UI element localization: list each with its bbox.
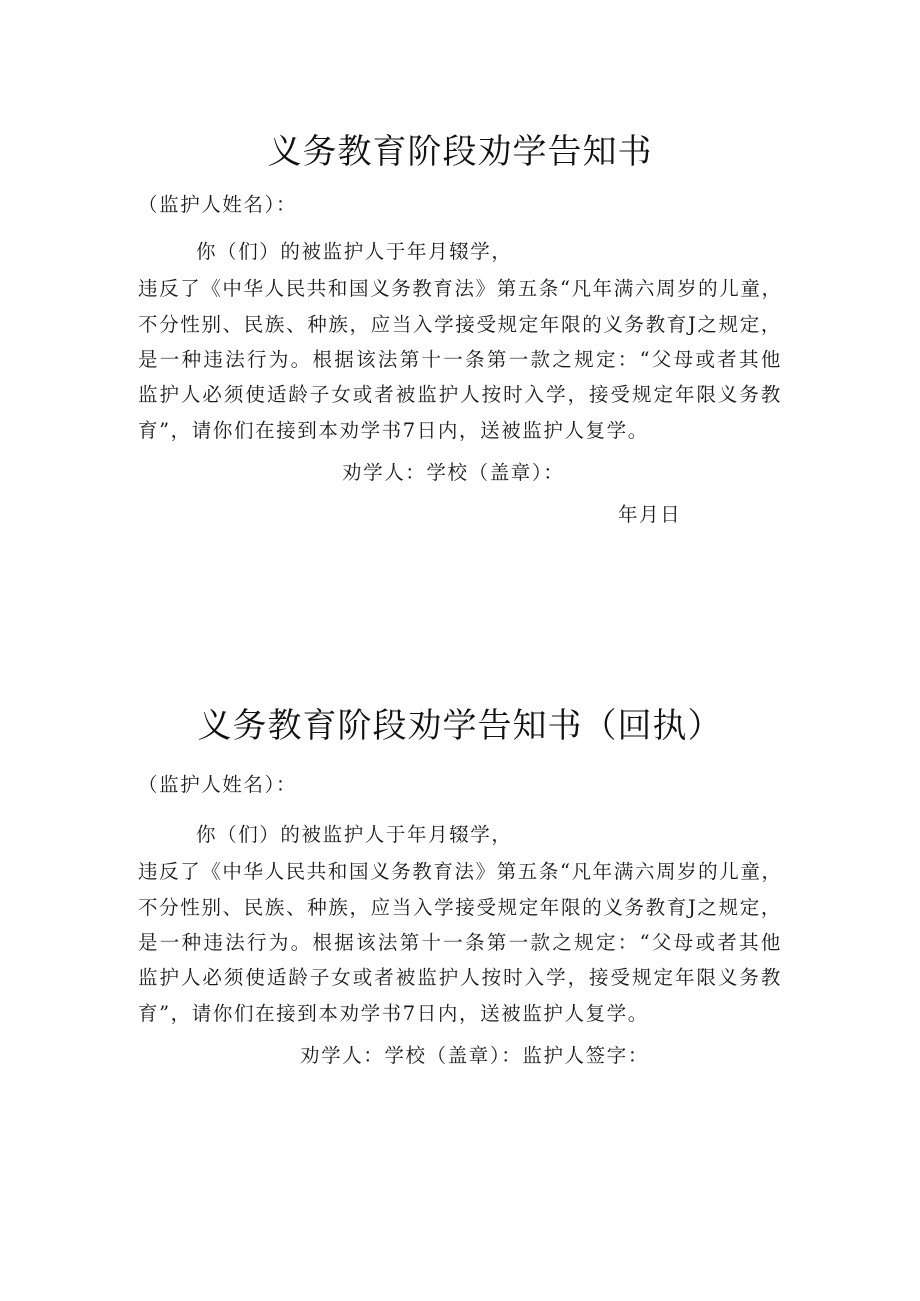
notice-body-line: 监护人必须使适龄子女或者被监护人按时入学，接受规定年限义务教 [138, 383, 782, 406]
receipt-salutation: （监护人姓名）： [138, 773, 298, 796]
notice-body-line: 是一种违法行为。根据该法第十一条第一款之规定：“父母或者其他 [138, 348, 782, 371]
notice-salutation: （监护人姓名）： [138, 193, 298, 216]
receipt-body-line: 监护人必须使适龄子女或者被监护人按时入学，接受规定年限义务教 [138, 966, 782, 989]
notice-date: 年月日 [618, 503, 682, 526]
receipt-body-line: 违反了《中华人民共和国义务教育法》第五条“凡年满六周岁的儿童， [138, 860, 783, 883]
notice-body-line: 不分性别、民族、种族，应当入学接受规定年限的义务教育J之规定， [138, 313, 782, 336]
receipt-body-line: 是一种违法行为。根据该法第十一条第一款之规定：“父母或者其他 [138, 931, 782, 954]
notice-body-line: 违反了《中华人民共和国义务教育法》第五条“凡年满六周岁的儿童， [138, 277, 783, 300]
notice-signature: 劝学人：学校（盖章）： [342, 461, 565, 484]
receipt-body-line: 育”，请你们在接到本劝学书7日内，送被监护人复学。 [138, 1002, 649, 1025]
receipt-body-line: 不分性别、民族、种族，应当入学接受规定年限的义务教育J之规定， [138, 896, 782, 919]
notice-body-line: 育”，请你们在接到本劝学书7日内，送被监护人复学。 [138, 419, 649, 442]
receipt-title: 义务教育阶段劝学告知书（回执） [197, 706, 723, 746]
receipt-signature: 劝学人：学校（盖章）：监护人签字： [300, 1044, 649, 1067]
receipt-body-first-line: 你（们）的被监护人于年月辍学， [196, 823, 513, 846]
notice-title: 义务教育阶段劝学告知书 [267, 132, 653, 172]
notice-body-first-line: 你（们）的被监护人于年月辍学， [196, 240, 513, 263]
